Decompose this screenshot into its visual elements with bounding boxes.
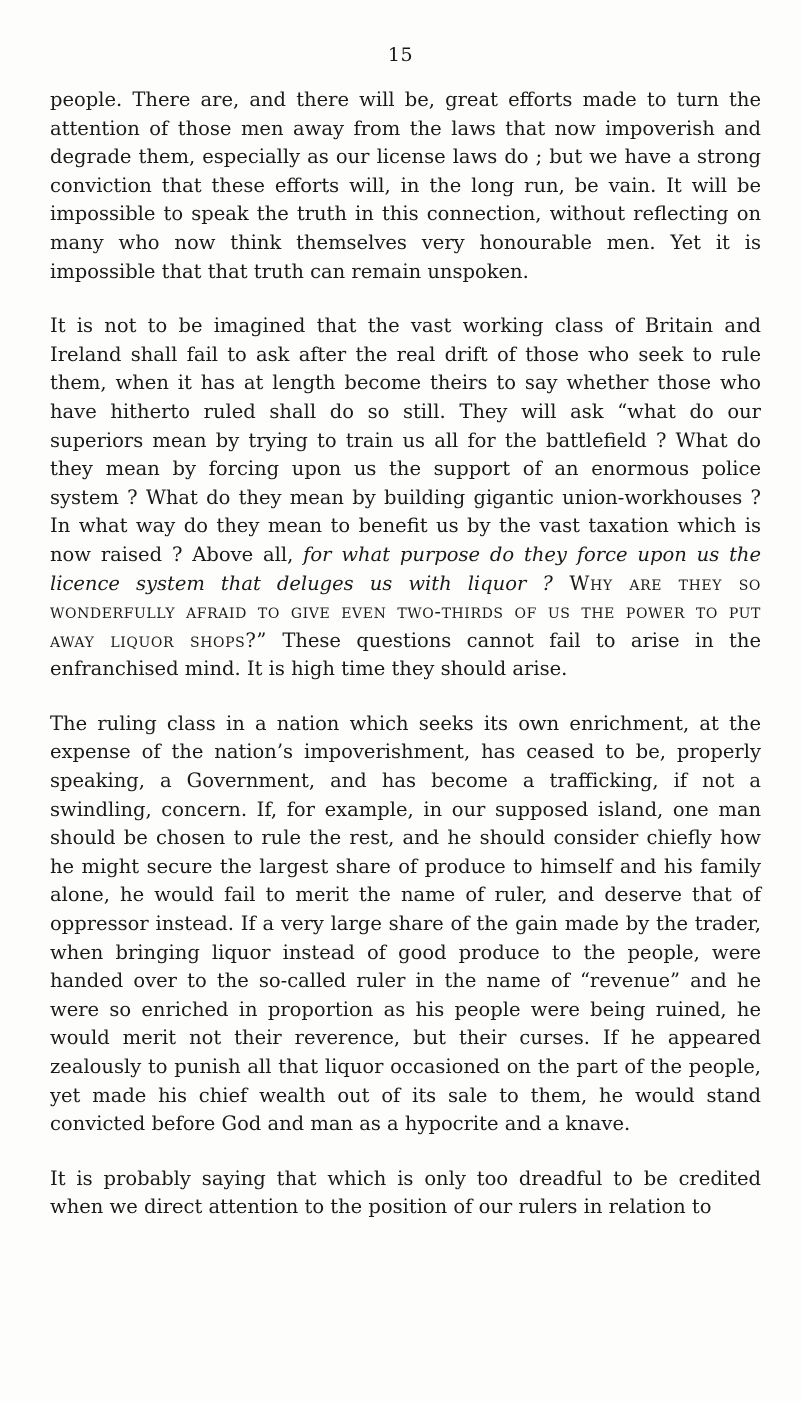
paragraph-3: The ruling class in a nation which seeks its own enrichment, at the expense of the nation’s impoverishment, has ceased to be, properly speaking, a Government, and has become a trafficking, if not a swindling, concern. If, for example, in our supposed island, one man should be chosen to rule the rest, and he should consider chiefly how he might secure the largest share of produce to himself and his family alone, he would fail to merit the name of ruler, and deserve that of oppressor instead. If a very large share of the gain made by the trader, when bringing liquor instead of good produce to the people, were handed over to the so-called ruler in the name of “revenue” and he were so enriched in proportion as his people were being ruined, he would merit not their reverence, but their curses. If he appeared zealously to punish all that liquor occasioned on the part of the people, yet made his chief wealth out of its sale to them, he would stand convicted before God and man as a hypocrite and a knave. [50,711,761,1136]
paragraph-4: It is probably saying that which is only too dreadful to be credited when we direct attention to the position of our rulers in relation to [50,1166,761,1219]
body-text [50,86,761,1248]
paragraph-1: people. There are, and there will be, great efforts made to turn the attention of those men away from the laws that now impoverish and degrade them, especially as our license laws do ; but we have a strong conviction that these efforts will, in the long run, be vain. It will be impossible to speak the truth in this connection, without reflecting on many who now think themselves very honourable men. Yet it is impossible that that truth can remain unspoken. [50,88,761,283]
page-number: 15 [387,44,414,66]
paragraph-2-closing: These questions cannot fail to arise in the enfranchised mind. It is high time they should arise. [50,628,761,681]
paragraph-2-text: It is not to be imagined that the vast working class of Britain and Ireland shall fail to ask after the real drift of those who seek to rule them, when it has at length become theirs to say whether those who have hitherto ruled shall do so still. They will ask “what do our superiors mean by trying to train us all for the battlefield ? What do they mean by forcing upon us the support of an enormous police system ? What do they mean by building gigantic union-workhouses ? In what way do they mean to benefit us by the vast taxation which is now raised ? Above all, [50,314,761,566]
paragraph-2-smallcaps: Why are they so wonderfully afraid to give even two-thirds of us the power to put away liquor shops?” [50,571,761,652]
paragraph-2-italic: for what purpose do they force upon us the licence system that deluges us with liquor ? [50,542,762,595]
paragraph-2 [50,312,761,684]
